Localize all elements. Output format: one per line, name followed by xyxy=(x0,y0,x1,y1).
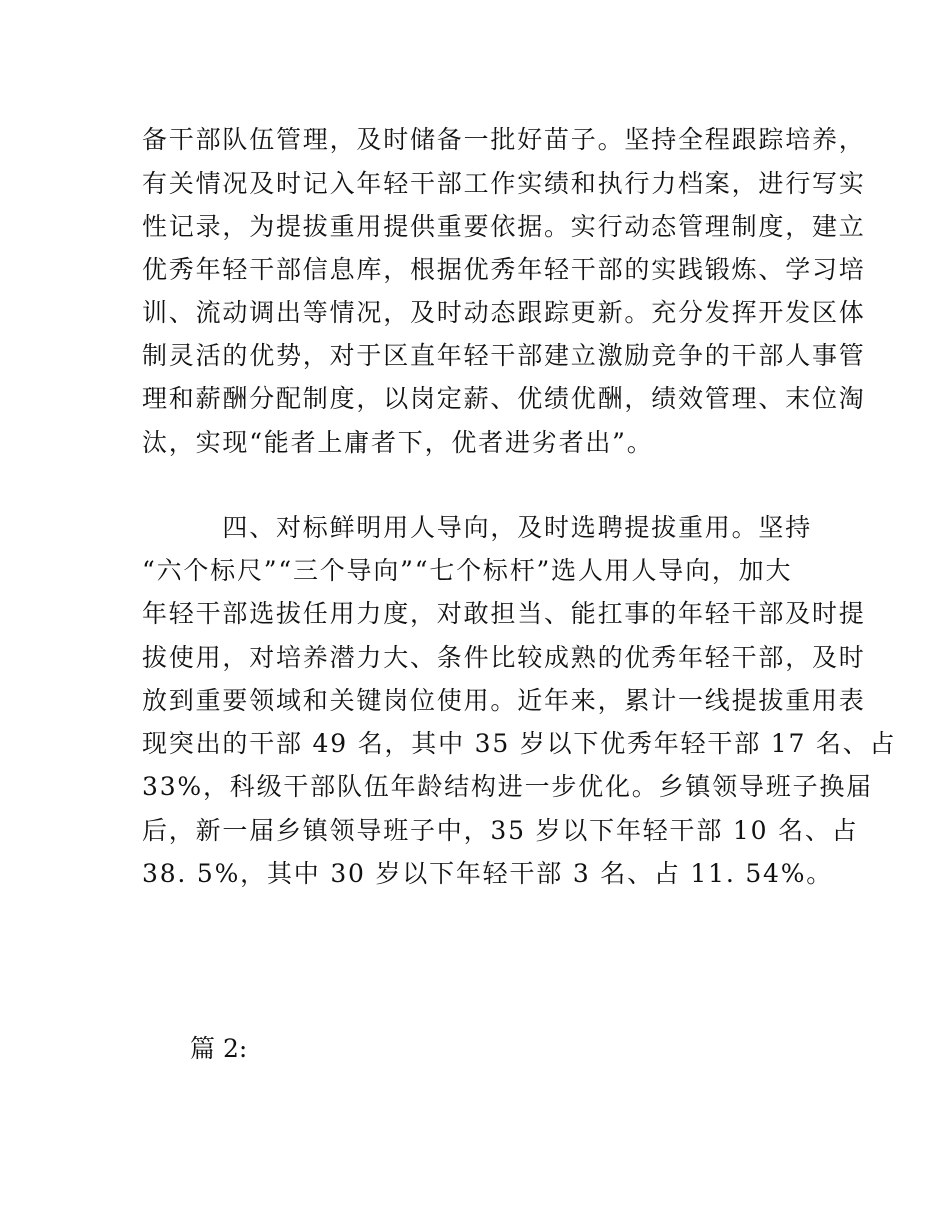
paragraph-line: 训、流动调出等情况，及时动态跟踪更新。充分发挥开发区体 xyxy=(142,298,866,327)
paragraph-line: 有关情况及时记入年轻干部工作实绩和执行力档案，进行写实 xyxy=(142,169,866,198)
paragraph-line: “六个标尺”“三个导向”“七个标杆”选人用人导向，加大 xyxy=(142,556,793,585)
paragraph-line: 理和薪酬分配制度，以岗定薪、优绩优酬，绩效管理、末位淘 xyxy=(142,384,866,413)
paragraph-line: 38. 5%，其中 30 岁以下年轻干部 3 名、占 11. 54%。 xyxy=(142,859,834,888)
paragraph-line: 拔使用，对培养潜力大、条件比较成熟的优秀年轻干部，及时 xyxy=(142,643,866,672)
paragraph-line: 33%，科级干部队伍年龄结构进一步优化。乡镇领导班子换届 xyxy=(142,772,873,801)
paragraph-line: 优秀年轻干部信息库，根据优秀年轻干部的实践锻炼、学习培 xyxy=(142,255,866,284)
paragraph-line: 性记录，为提拔重用提供重要依据。实行动态管理制度，建立 xyxy=(142,212,866,241)
paragraph-line: 年轻干部选拔任用力度，对敢担当、能扛事的年轻干部及时提 xyxy=(142,599,866,628)
paragraph-line: 制灵活的优势，对于区直年轻干部建立激励竞争的干部人事管 xyxy=(142,341,866,370)
paragraph-line: 放到重要领域和关键岗位使用。近年来，累计一线提拔重用表 xyxy=(142,686,866,715)
paragraph-line: 现突出的干部 49 名，其中 35 岁以下优秀年轻干部 17 名、占 xyxy=(142,729,897,758)
paragraph-line: 后，新一届乡镇领导班子中，35 岁以下年轻干部 10 名、占 xyxy=(142,816,859,845)
paragraph-line: 备干部队伍管理，及时储备一批好苗子。坚持全程跟踪培养， xyxy=(142,125,866,154)
section-heading: 篇 2: xyxy=(190,1034,248,1063)
paragraph-line: 四、对标鲜明用人导向，及时选聘提拔重用。坚持 xyxy=(142,513,813,542)
paragraph-line: 汰，实现“能者上庸者下，优者进劣者出”。 xyxy=(142,428,654,457)
